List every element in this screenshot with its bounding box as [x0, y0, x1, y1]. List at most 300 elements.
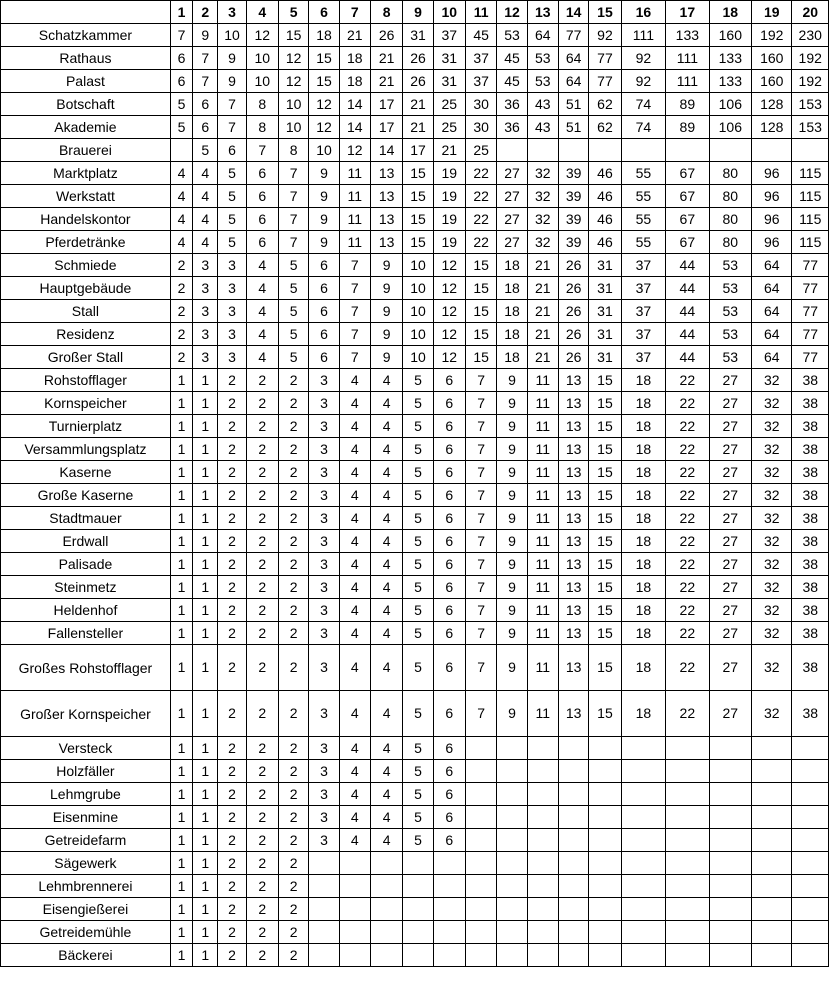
value-cell: 15 — [589, 507, 621, 530]
level-header: 3 — [218, 1, 246, 24]
value-cell: 26 — [403, 47, 433, 70]
value-cell: 2 — [278, 645, 308, 691]
value-cell: 15 — [589, 484, 621, 507]
value-cell: 1 — [193, 530, 218, 553]
value-cell: 1 — [170, 599, 192, 622]
value-cell: 18 — [339, 47, 370, 70]
value-cell — [621, 852, 665, 875]
value-cell — [309, 875, 339, 898]
value-cell: 4 — [339, 415, 370, 438]
value-cell: 7 — [465, 507, 496, 530]
value-cell: 22 — [666, 438, 709, 461]
value-cell: 18 — [621, 461, 665, 484]
value-cell: 7 — [218, 116, 246, 139]
value-cell: 2 — [218, 829, 246, 852]
value-cell: 9 — [193, 24, 218, 47]
value-cell: 2 — [218, 622, 246, 645]
value-cell: 5 — [403, 622, 433, 645]
value-cell: 15 — [403, 162, 433, 185]
value-cell — [752, 921, 792, 944]
level-header: 9 — [403, 1, 433, 24]
value-cell: 12 — [433, 300, 465, 323]
value-cell — [497, 806, 527, 829]
value-cell: 30 — [465, 116, 496, 139]
value-cell: 27 — [709, 438, 751, 461]
value-cell: 18 — [497, 346, 527, 369]
value-cell: 3 — [309, 369, 339, 392]
value-cell: 32 — [752, 392, 792, 415]
building-name-cell: Getreidefarm — [1, 829, 171, 852]
value-cell: 4 — [170, 231, 192, 254]
building-name-cell: Hauptgebäude — [1, 277, 171, 300]
value-cell — [666, 921, 709, 944]
value-cell: 3 — [193, 300, 218, 323]
value-cell: 15 — [589, 622, 621, 645]
value-cell: 1 — [170, 622, 192, 645]
value-cell — [558, 139, 588, 162]
level-header: 8 — [370, 1, 402, 24]
value-cell: 5 — [278, 346, 308, 369]
value-cell: 10 — [403, 254, 433, 277]
value-cell: 26 — [558, 277, 588, 300]
value-cell: 2 — [278, 622, 308, 645]
building-name-cell: Heldenhof — [1, 599, 171, 622]
value-cell — [589, 760, 621, 783]
value-cell — [752, 875, 792, 898]
value-cell: 6 — [170, 70, 192, 93]
value-cell — [589, 806, 621, 829]
value-cell: 5 — [403, 737, 433, 760]
value-cell: 27 — [709, 576, 751, 599]
value-cell: 4 — [339, 484, 370, 507]
value-cell — [621, 921, 665, 944]
level-header: 1 — [170, 1, 192, 24]
value-cell — [465, 921, 496, 944]
value-cell — [558, 737, 588, 760]
value-cell: 32 — [527, 162, 558, 185]
value-cell: 2 — [246, 944, 278, 967]
value-cell — [527, 944, 558, 967]
value-cell: 46 — [589, 208, 621, 231]
value-cell: 1 — [170, 438, 192, 461]
value-cell: 18 — [621, 599, 665, 622]
value-cell — [621, 875, 665, 898]
value-cell: 45 — [497, 47, 527, 70]
value-cell — [709, 829, 751, 852]
value-cell: 3 — [193, 277, 218, 300]
value-cell: 53 — [709, 254, 751, 277]
value-cell — [558, 921, 588, 944]
value-cell: 3 — [218, 346, 246, 369]
value-cell: 22 — [666, 369, 709, 392]
value-cell — [666, 944, 709, 967]
value-cell: 2 — [218, 553, 246, 576]
value-cell: 5 — [403, 438, 433, 461]
value-cell — [497, 783, 527, 806]
value-cell: 7 — [465, 622, 496, 645]
value-cell: 2 — [218, 438, 246, 461]
value-cell: 19 — [433, 162, 465, 185]
value-cell: 53 — [709, 300, 751, 323]
value-cell: 15 — [403, 231, 433, 254]
value-cell: 5 — [403, 783, 433, 806]
value-cell — [370, 898, 402, 921]
value-cell: 11 — [339, 185, 370, 208]
value-cell: 3 — [309, 553, 339, 576]
value-cell: 15 — [465, 323, 496, 346]
level-header: 2 — [193, 1, 218, 24]
value-cell: 1 — [193, 438, 218, 461]
value-cell: 9 — [497, 438, 527, 461]
value-cell: 4 — [370, 806, 402, 829]
level-header: 14 — [558, 1, 588, 24]
building-name-cell: Akademie — [1, 116, 171, 139]
value-cell: 9 — [370, 323, 402, 346]
value-cell: 9 — [309, 162, 339, 185]
value-cell: 5 — [403, 599, 433, 622]
value-cell: 53 — [527, 47, 558, 70]
value-cell — [527, 737, 558, 760]
value-cell: 7 — [465, 369, 496, 392]
value-cell: 3 — [309, 530, 339, 553]
value-cell: 38 — [792, 484, 829, 507]
value-cell — [370, 944, 402, 967]
value-cell — [752, 898, 792, 921]
value-cell — [558, 898, 588, 921]
value-cell: 67 — [666, 208, 709, 231]
value-cell: 27 — [709, 691, 751, 737]
value-cell: 36 — [497, 116, 527, 139]
value-cell: 4 — [370, 645, 402, 691]
value-cell: 2 — [278, 484, 308, 507]
value-cell: 6 — [193, 116, 218, 139]
value-cell: 1 — [193, 369, 218, 392]
value-cell: 4 — [339, 438, 370, 461]
value-cell: 13 — [558, 553, 588, 576]
value-cell — [309, 944, 339, 967]
value-cell — [370, 921, 402, 944]
value-cell: 5 — [278, 300, 308, 323]
value-cell: 6 — [246, 185, 278, 208]
value-cell: 77 — [558, 24, 588, 47]
value-cell: 21 — [403, 116, 433, 139]
value-cell: 18 — [621, 369, 665, 392]
value-cell — [403, 875, 433, 898]
value-cell: 19 — [433, 185, 465, 208]
value-cell — [497, 737, 527, 760]
value-cell — [558, 875, 588, 898]
value-cell: 53 — [497, 24, 527, 47]
value-cell: 21 — [370, 47, 402, 70]
value-cell: 27 — [497, 162, 527, 185]
value-cell: 4 — [370, 737, 402, 760]
value-cell — [792, 139, 829, 162]
value-cell — [752, 139, 792, 162]
level-header: 4 — [246, 1, 278, 24]
value-cell: 11 — [527, 576, 558, 599]
value-cell — [433, 944, 465, 967]
value-cell: 2 — [218, 921, 246, 944]
value-cell: 38 — [792, 599, 829, 622]
value-cell: 80 — [709, 208, 751, 231]
value-cell: 4 — [193, 185, 218, 208]
value-cell — [709, 737, 751, 760]
value-cell: 74 — [621, 116, 665, 139]
value-cell: 1 — [170, 369, 192, 392]
value-cell: 5 — [278, 323, 308, 346]
value-cell: 46 — [589, 231, 621, 254]
value-cell: 22 — [666, 392, 709, 415]
value-cell: 4 — [370, 507, 402, 530]
value-cell — [589, 139, 621, 162]
value-cell: 4 — [370, 553, 402, 576]
value-cell — [497, 875, 527, 898]
value-cell: 18 — [621, 392, 665, 415]
value-cell — [666, 829, 709, 852]
value-cell: 6 — [433, 576, 465, 599]
value-cell: 10 — [278, 116, 308, 139]
value-cell: 6 — [433, 461, 465, 484]
value-cell: 5 — [403, 829, 433, 852]
value-cell — [497, 852, 527, 875]
value-cell: 11 — [527, 599, 558, 622]
value-cell — [527, 875, 558, 898]
value-cell: 44 — [666, 277, 709, 300]
value-cell — [558, 829, 588, 852]
value-cell — [527, 898, 558, 921]
value-cell: 2 — [246, 576, 278, 599]
table-row — [1, 369, 829, 392]
value-cell: 2 — [278, 369, 308, 392]
value-cell: 13 — [558, 576, 588, 599]
value-cell: 2 — [170, 346, 192, 369]
value-cell: 19 — [433, 231, 465, 254]
value-cell — [589, 921, 621, 944]
value-cell: 106 — [709, 116, 751, 139]
value-cell: 1 — [170, 783, 192, 806]
value-cell: 7 — [339, 277, 370, 300]
table-row — [1, 622, 829, 645]
value-cell: 3 — [309, 507, 339, 530]
value-cell: 77 — [792, 323, 829, 346]
value-cell: 7 — [465, 691, 496, 737]
value-cell: 18 — [621, 691, 665, 737]
value-cell — [621, 806, 665, 829]
value-cell: 1 — [193, 645, 218, 691]
value-cell: 44 — [666, 254, 709, 277]
value-cell — [752, 760, 792, 783]
value-cell: 46 — [589, 162, 621, 185]
value-cell: 18 — [497, 300, 527, 323]
value-cell: 37 — [621, 323, 665, 346]
value-cell — [621, 944, 665, 967]
value-cell: 4 — [370, 760, 402, 783]
value-cell: 192 — [792, 70, 829, 93]
value-cell: 9 — [497, 392, 527, 415]
value-cell: 1 — [193, 484, 218, 507]
level-header: 16 — [621, 1, 665, 24]
value-cell: 22 — [666, 691, 709, 737]
value-cell: 3 — [309, 760, 339, 783]
value-cell: 44 — [666, 346, 709, 369]
value-cell: 96 — [752, 208, 792, 231]
value-cell: 15 — [589, 369, 621, 392]
table-row — [1, 507, 829, 530]
value-cell: 26 — [558, 346, 588, 369]
value-cell: 2 — [246, 553, 278, 576]
value-cell: 4 — [370, 691, 402, 737]
value-cell: 15 — [589, 553, 621, 576]
value-cell: 51 — [558, 116, 588, 139]
value-cell: 2 — [218, 576, 246, 599]
value-cell — [339, 898, 370, 921]
level-header: 19 — [752, 1, 792, 24]
value-cell: 10 — [278, 93, 308, 116]
value-cell: 9 — [218, 70, 246, 93]
value-cell: 64 — [752, 346, 792, 369]
value-cell: 26 — [370, 24, 402, 47]
value-cell: 7 — [278, 231, 308, 254]
value-cell — [465, 783, 496, 806]
value-cell: 1 — [193, 921, 218, 944]
value-cell — [709, 783, 751, 806]
value-cell: 6 — [433, 392, 465, 415]
value-cell: 43 — [527, 93, 558, 116]
table-row — [1, 484, 829, 507]
value-cell: 2 — [278, 576, 308, 599]
building-name-cell: Bäckerei — [1, 944, 171, 967]
value-cell: 3 — [309, 691, 339, 737]
value-cell — [666, 875, 709, 898]
value-cell: 12 — [278, 47, 308, 70]
value-cell — [752, 852, 792, 875]
value-cell — [339, 944, 370, 967]
value-cell: 2 — [218, 392, 246, 415]
value-cell: 96 — [752, 162, 792, 185]
value-cell: 80 — [709, 162, 751, 185]
value-cell: 22 — [465, 162, 496, 185]
value-cell: 18 — [497, 277, 527, 300]
value-cell: 15 — [465, 277, 496, 300]
value-cell: 1 — [170, 576, 192, 599]
value-cell: 36 — [497, 93, 527, 116]
value-cell: 7 — [193, 47, 218, 70]
value-cell: 1 — [193, 875, 218, 898]
value-cell: 2 — [278, 783, 308, 806]
value-cell: 32 — [752, 438, 792, 461]
value-cell: 3 — [309, 783, 339, 806]
value-cell: 30 — [465, 93, 496, 116]
value-cell: 89 — [666, 93, 709, 116]
value-cell: 14 — [339, 116, 370, 139]
value-cell: 6 — [433, 507, 465, 530]
value-cell: 9 — [218, 47, 246, 70]
value-cell: 5 — [218, 208, 246, 231]
value-cell: 25 — [433, 116, 465, 139]
value-cell: 1 — [170, 507, 192, 530]
value-cell: 18 — [621, 438, 665, 461]
value-cell: 1 — [193, 737, 218, 760]
value-cell: 32 — [752, 484, 792, 507]
value-cell: 22 — [666, 599, 709, 622]
value-cell: 32 — [752, 530, 792, 553]
value-cell: 9 — [497, 599, 527, 622]
value-cell: 5 — [278, 254, 308, 277]
value-cell: 5 — [403, 392, 433, 415]
value-cell: 2 — [278, 760, 308, 783]
value-cell: 4 — [370, 461, 402, 484]
value-cell: 5 — [403, 530, 433, 553]
value-cell — [465, 898, 496, 921]
value-cell: 15 — [403, 185, 433, 208]
value-cell: 2 — [246, 921, 278, 944]
table-row — [1, 24, 829, 47]
value-cell: 27 — [709, 553, 751, 576]
value-cell — [497, 944, 527, 967]
value-cell: 27 — [709, 507, 751, 530]
value-cell — [558, 806, 588, 829]
value-cell: 8 — [246, 116, 278, 139]
value-cell: 80 — [709, 185, 751, 208]
value-cell: 7 — [465, 484, 496, 507]
value-cell — [589, 898, 621, 921]
value-cell — [709, 852, 751, 875]
value-cell: 12 — [309, 116, 339, 139]
value-cell: 1 — [170, 461, 192, 484]
value-cell: 43 — [527, 116, 558, 139]
value-cell: 37 — [465, 47, 496, 70]
table-row — [1, 208, 829, 231]
value-cell: 1 — [170, 484, 192, 507]
value-cell — [527, 829, 558, 852]
value-cell — [621, 139, 665, 162]
value-cell: 92 — [589, 24, 621, 47]
value-cell: 12 — [339, 139, 370, 162]
value-cell — [170, 139, 192, 162]
value-cell: 9 — [497, 484, 527, 507]
value-cell: 2 — [246, 645, 278, 691]
value-cell: 11 — [339, 231, 370, 254]
value-cell: 38 — [792, 415, 829, 438]
value-cell: 133 — [666, 24, 709, 47]
value-cell: 25 — [465, 139, 496, 162]
value-cell: 1 — [193, 622, 218, 645]
value-cell: 3 — [218, 323, 246, 346]
value-cell: 4 — [339, 507, 370, 530]
value-cell: 9 — [497, 530, 527, 553]
value-cell — [792, 944, 829, 967]
value-cell: 15 — [278, 24, 308, 47]
value-cell: 128 — [752, 93, 792, 116]
value-cell: 5 — [403, 576, 433, 599]
value-cell: 10 — [403, 300, 433, 323]
value-cell: 11 — [339, 162, 370, 185]
value-cell: 106 — [709, 93, 751, 116]
value-cell: 22 — [465, 208, 496, 231]
value-cell: 133 — [709, 70, 751, 93]
value-cell: 6 — [433, 829, 465, 852]
value-cell: 5 — [403, 691, 433, 737]
value-cell: 2 — [246, 484, 278, 507]
value-cell — [558, 852, 588, 875]
value-cell: 9 — [309, 185, 339, 208]
value-cell: 2 — [246, 392, 278, 415]
value-cell: 9 — [497, 576, 527, 599]
value-cell — [558, 783, 588, 806]
value-cell: 67 — [666, 231, 709, 254]
building-name-cell: Lehmgrube — [1, 783, 171, 806]
table-row — [1, 93, 829, 116]
